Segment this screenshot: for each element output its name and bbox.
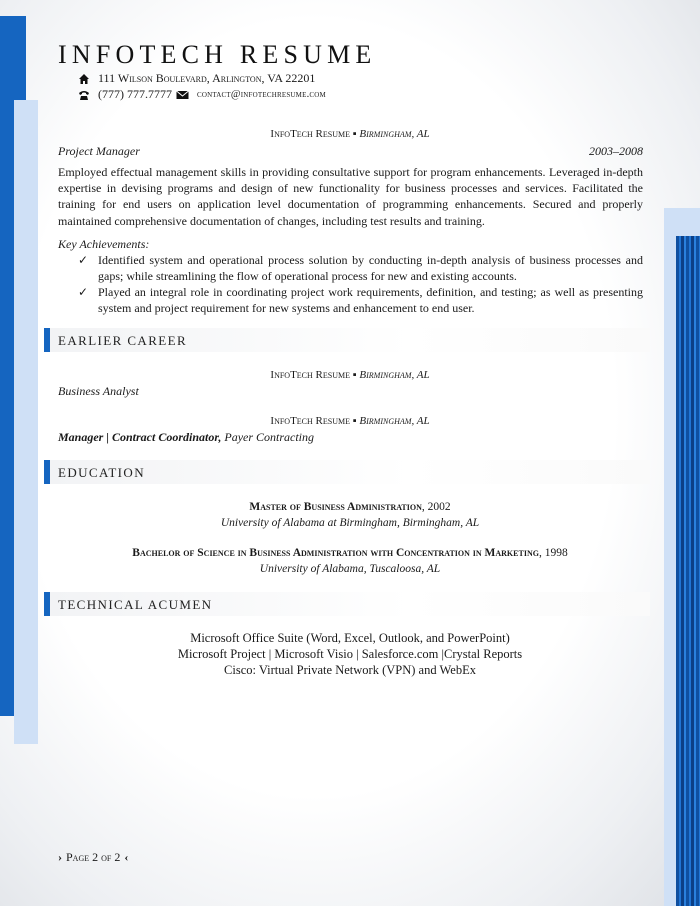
- phone-icon: [78, 89, 90, 101]
- earlier-job-title: [58, 430, 314, 445]
- earlier-job-title: Business Analyst: [58, 384, 139, 398]
- achievement-text: Played an integral role in coordinating project work requirements, definition, and testing; as well as presenting system and project requirement for new systems and enhancement to end user.: [98, 285, 643, 315]
- employer-location: Birmingham, AL: [359, 128, 430, 140]
- achievements-list: [58, 252, 643, 316]
- left-accent-bar-light: [14, 100, 38, 744]
- tech-skill-line: Microsoft Project | Microsoft Visio | Salesforce.com |Crystal Reports: [177, 647, 523, 661]
- page-footer: [58, 850, 128, 865]
- school-line: University of Alabama, Tuscaloosa, AL: [259, 563, 441, 575]
- employer-location: Birmingham, AL: [359, 415, 430, 427]
- employer-line: InfoTech Resume ▪ Birmingham, AL: [270, 128, 430, 140]
- checkmark-icon: ✓: [78, 253, 89, 267]
- achievement-item: [58, 284, 643, 316]
- employer-name: InfoTech Resume: [270, 369, 350, 381]
- right-accent-bar: [676, 236, 700, 906]
- home-icon: [78, 73, 90, 85]
- chevron-left-icon: ‹: [124, 850, 129, 864]
- chevron-right-icon: ›: [58, 850, 62, 864]
- tech-skill-line: Microsoft Office Suite (Word, Excel, Outlook, and PowerPoint): [190, 631, 510, 645]
- job-title: Manager | Contract Coordinator,: [58, 430, 222, 444]
- phone-text: (777) 777.7777: [98, 87, 172, 101]
- degree-year: , 2002: [421, 501, 451, 513]
- tech-skill-line: Cisco: Virtual Private Network (VPN) and WebEx: [224, 663, 476, 677]
- page-number: Page 2 of 2: [66, 850, 121, 864]
- email-text: contact@infotechresume.com: [197, 89, 326, 100]
- job-title: Project Manager: [58, 144, 140, 158]
- employer-location: Birmingham, AL: [359, 369, 430, 381]
- education-heading: EDUCATION: [58, 465, 145, 480]
- envelope-icon: [176, 89, 189, 101]
- job-description: Employed effectual management skills in providing consultative support for program enhancements. Leveraged in-depth expertise in devising programs and design of new functionality for business processes and services. Facilitated the training for end users on application level documentation of programming enhancements. Secured and properly maintained comprehensive documentation of changes, including test results and training.: [58, 165, 643, 228]
- school-line: University of Alabama at Birmingham, Birmingham, AL: [220, 517, 480, 529]
- degree-name: Bachelor of Science in Business Administration with Concentration in Marketing: [132, 547, 539, 559]
- job-subtitle: Payer Contracting: [224, 430, 315, 444]
- achievement-text: Identified system and operational process solution by conducting in-depth analysis of business processes and gaps; while streamlining the flow of operational process for new and existing accounts.: [98, 253, 643, 283]
- employer-name: InfoTech Resume: [270, 128, 350, 140]
- address-text: 111 Wilson Boulevard, Arlington, VA 22201: [98, 71, 316, 85]
- degree-line: [45, 547, 655, 559]
- job-dates: 2003–2008: [589, 144, 643, 158]
- degree-line: [45, 501, 655, 513]
- degree-year: , 1998: [538, 547, 568, 559]
- earlier-employer-line: InfoTech Resume ▪ Birmingham, AL: [270, 369, 430, 381]
- earlier-employer-line: InfoTech Resume ▪ Birmingham, AL: [270, 415, 430, 427]
- technical-heading: TECHNICAL ACUMEN: [58, 597, 213, 612]
- checkmark-icon: ✓: [78, 285, 89, 299]
- earlier-career-heading: EARLIER CAREER: [58, 333, 188, 348]
- job-title-row: [58, 144, 643, 159]
- achievements-label: Key Achievements:: [58, 237, 150, 251]
- employer-name: InfoTech Resume: [270, 415, 350, 427]
- address-line: [78, 71, 315, 86]
- phone-email-line: [78, 87, 326, 102]
- achievement-item: [58, 252, 643, 284]
- degree-name: Master of Business Administration: [249, 501, 422, 513]
- resume-name: INFOTECH RESUME: [58, 40, 377, 69]
